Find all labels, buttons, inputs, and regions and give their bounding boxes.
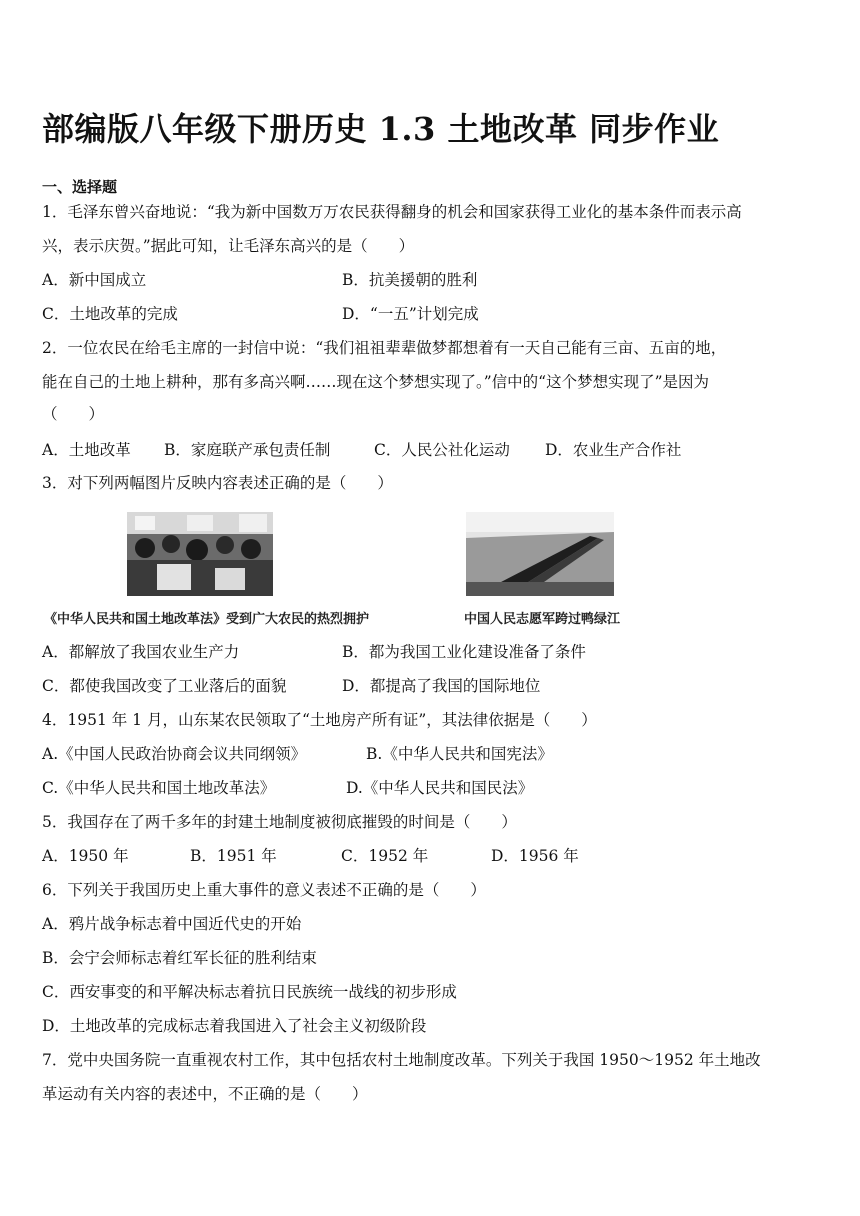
q4-stem-line1: 4．1951 年 1 月，山东某农民领取了“土地房产所有证”，其法律依据是（ ） bbox=[42, 711, 597, 729]
q3-stem-line1: 3．对下列两幅图片反映内容表述正确的是（ ） bbox=[42, 474, 393, 492]
q2-option-c: C．人民公社化运动 bbox=[374, 441, 510, 459]
q1-stem-line2: 兴，表示庆贺。”据此可知，让毛泽东高兴的是（ ） bbox=[42, 237, 415, 255]
q1-stem-line1: 1．毛泽东曾兴奋地说：“我为新中国数万万农民获得翻身的机会和国家获得工业化的基本条件而表示高 bbox=[42, 203, 742, 221]
volunteer-army-photo bbox=[466, 512, 614, 596]
page-title: 部编版八年级下册历史 1.3 土地改革 同步作业 bbox=[42, 110, 720, 148]
q2-option-d: D．农业生产合作社 bbox=[545, 441, 682, 459]
q2-stem-line3: （ ） bbox=[42, 405, 105, 423]
q3-option-a: A．都解放了我国农业生产力 bbox=[42, 643, 240, 661]
q3-option-b: B．都为我国工业化建设准备了条件 bbox=[342, 643, 586, 661]
crowd-photo-icon bbox=[127, 512, 273, 596]
q6-stem-line1: 6．下列关于我国历史上重大事件的意义表述不正确的是（ ） bbox=[42, 881, 486, 899]
q3-option-d: D．都提高了我国的国际地位 bbox=[342, 677, 541, 695]
caption-volunteer-army: 中国人民志愿军跨过鸭绿江 bbox=[464, 612, 621, 627]
q5-option-c: C．1952 年 bbox=[341, 847, 429, 865]
q1-option-b: B．抗美援朝的胜利 bbox=[342, 271, 478, 289]
q6-option-a: A．鸦片战争标志着中国近代史的开始 bbox=[42, 915, 302, 933]
q4-option-a: A.《中国人民政治协商会议共同纲领》 bbox=[42, 745, 307, 763]
q4-option-c: C.《中华人民共和国土地改革法》 bbox=[42, 779, 276, 797]
q1-option-d: D．“一五”计划完成 bbox=[342, 305, 479, 323]
q6-option-b: B．会宁会师标志着红军长征的胜利结束 bbox=[42, 949, 317, 967]
q5-option-d: D．1956 年 bbox=[491, 847, 579, 865]
q6-option-d: D．土地改革的完成标志着我国进入了社会主义初级阶段 bbox=[42, 1017, 427, 1035]
q2-stem-line1: 2．一位农民在给毛主席的一封信中说：“我们祖祖辈辈做梦都想着有一天自己能有三亩、五亩的地， bbox=[42, 339, 727, 357]
q4-option-d: D.《中华人民共和国民法》 bbox=[346, 779, 534, 797]
q2-option-a: A．土地改革 bbox=[42, 441, 131, 459]
q5-option-a: A．1950 年 bbox=[42, 847, 129, 865]
river-crossing-icon bbox=[466, 512, 614, 596]
q2-stem-line2: 能在自己的土地上耕种，那有多高兴啊……现在这个梦想实现了。”信中的“这个梦想实现了”是因为 bbox=[42, 373, 710, 391]
q6-option-c: C．西安事变的和平解决标志着抗日民族统一战线的初步形成 bbox=[42, 983, 457, 1001]
q1-option-c: C．土地改革的完成 bbox=[42, 305, 178, 323]
q7-stem-line2: 革运动有关内容的表述中，不正确的是（ ） bbox=[42, 1085, 368, 1103]
land-reform-photo bbox=[127, 512, 273, 596]
q7-stem-line1: 7．党中央国务院一直重视农村工作，其中包括农村土地制度改革。下列关于我国 1950～1952 年土地改 bbox=[42, 1051, 761, 1069]
section-heading: 一、选择题 bbox=[42, 178, 118, 196]
q4-option-b: B.《中华人民共和国宪法》 bbox=[366, 745, 553, 763]
q5-option-b: B．1951 年 bbox=[190, 847, 277, 865]
q5-stem-line1: 5．我国存在了两千多年的封建土地制度被彻底摧毁的时间是（ ） bbox=[42, 813, 517, 831]
q2-option-b: B．家庭联产承包责任制 bbox=[164, 441, 331, 459]
q3-option-c: C．都使我国改变了工业落后的面貌 bbox=[42, 677, 287, 695]
caption-land-reform: 《中华人民共和国土地改革法》受到广大农民的热烈拥护 bbox=[44, 612, 370, 627]
q1-option-a: A．新中国成立 bbox=[42, 271, 147, 289]
